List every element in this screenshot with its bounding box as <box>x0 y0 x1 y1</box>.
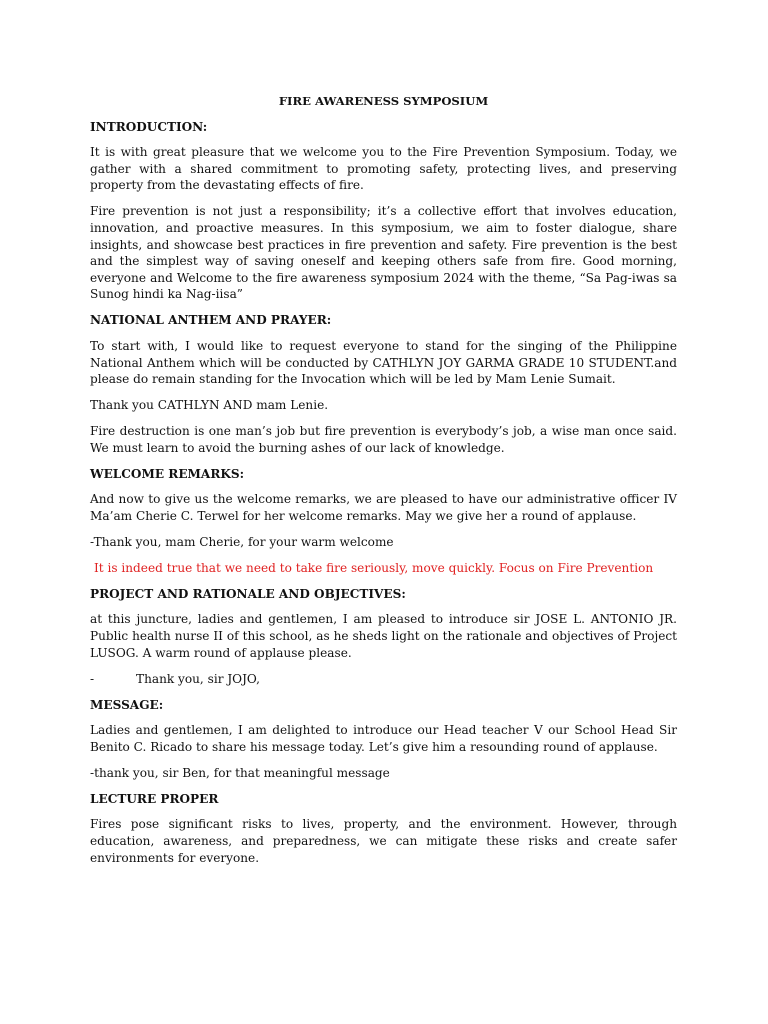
fire-destruction-quote: Fire destruction is one man’s job but fire prevention is everybody’s job, a wise man once said. We must learn to avoid the burning ashes of our lack of knowledge. <box>90 424 677 455</box>
list-dash: - <box>90 671 95 686</box>
page-title: FIRE AWARENESS SYMPOSIUM <box>278 94 489 108</box>
document-body <box>90 93 677 876</box>
thank-you-cherie: -Thank you, mam Cherie, for your warm welcome <box>90 534 394 549</box>
thank-you-jojo: Thank you, sir JOJO, <box>136 671 260 686</box>
lecture-proper-paragraph: Fires pose significant risks to lives, property, and the environment. However, through education, awareness, and preparedness, we can mitigate these risks and create safer environments for everyone. <box>90 817 677 865</box>
welcome-remarks-heading: WELCOME REMARKS: <box>90 466 245 481</box>
lecture-proper-heading: LECTURE PROPER <box>90 791 219 806</box>
message-heading: MESSAGE: <box>90 697 164 712</box>
welcome-remarks-paragraph: And now to give us the welcome remarks, we are pleased to have our administrative officer IV Ma’am Cherie C. Terwel for her welcome remarks. May we give her a round of applause. <box>90 492 677 523</box>
project-rationale-heading: PROJECT AND RATIONALE AND OBJECTIVES: <box>90 586 406 601</box>
project-rationale-paragraph: at this juncture, ladies and gentlemen, I am pleased to introduce sir JOSE L. ANTONIO JR. Public health nurse II of this school, as he sheds light on the rationale and objectives of Project LUSOG. A warm round of applause please. <box>90 612 677 660</box>
national-anthem-paragraph: To start with, I would like to request everyone to stand for the singing of the Philippine National Anthem which will be conducted by CATHLYN JOY GARMA GRADE 10 STUDENT.and please do remain standing for the Invocation which will be led by Mam Lenie Sumait. <box>90 338 677 387</box>
thank-you-cathlyn: Thank you CATHLYN AND mam Lenie. <box>90 398 329 413</box>
message-paragraph: Ladies and gentlemen, I am delighted to introduce our Head teacher V our School Head Sir Benito C. Ricado to share his message today. Let’s give him a resounding round of applause. <box>90 723 677 754</box>
thank-you-jojo-row <box>90 671 677 688</box>
introduction-heading: INTRODUCTION: <box>90 119 208 134</box>
introduction-paragraph-2: Fire prevention is not just a responsibility; it’s a collective effort that involves education, innovation, and proactive measures. In this symposium, we aim to foster dialogue, share insights, and showcase best practices in fire prevention and safety. Fire prevention is the best and the simplest way of saving oneself and keeping others safe from fire. Good morning, everyone and Welcome to the fire awareness symposium 2024 with the theme, “Sa Pag-iwas sa Sunog hindi ka Nag-iisa” <box>90 204 677 302</box>
highlighted-remark: It is indeed true that we need to take fire seriously, move quickly. Focus on Fire Prevention <box>94 560 654 575</box>
thank-you-ben: -thank you, sir Ben, for that meaningful message <box>90 765 390 780</box>
national-anthem-heading: NATIONAL ANTHEM AND PRAYER: <box>90 313 332 328</box>
introduction-paragraph-1: It is with great pleasure that we welcome you to the Fire Prevention Symposium. Today, we gather with a shared commitment to promoting safety, protecting lives, and preserving property from the devastating effects of fire. <box>90 145 677 193</box>
